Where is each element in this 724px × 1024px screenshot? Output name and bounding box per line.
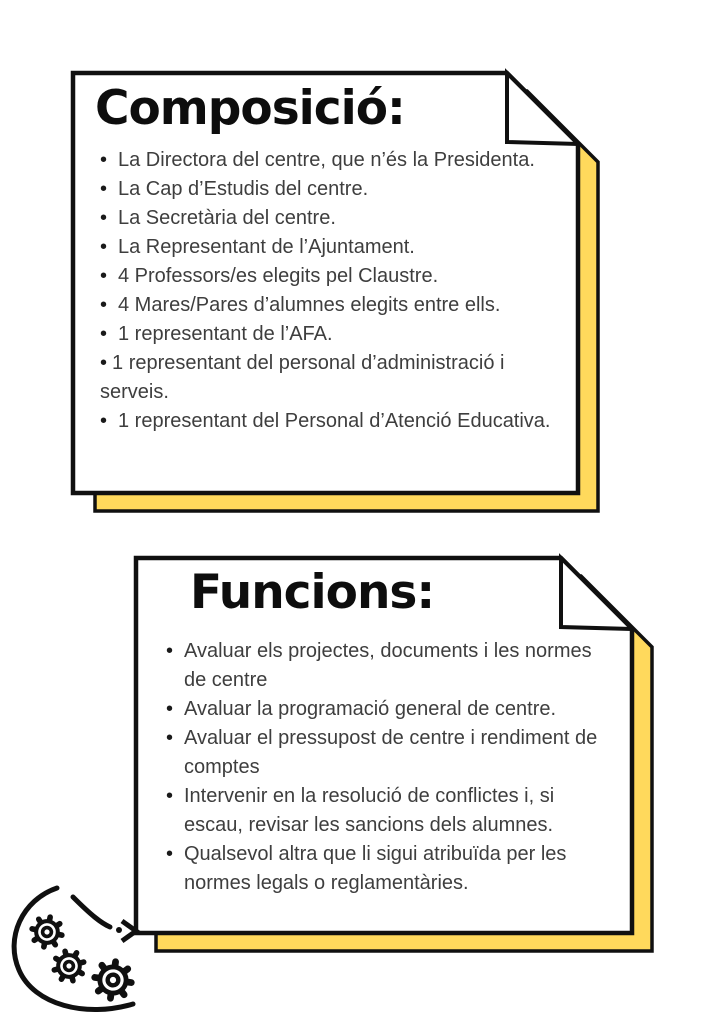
list-item-text: Qualsevol altra que li sigui atribuïda per les normes legals o reglamentàries. — [184, 843, 567, 895]
list-item — [100, 233, 566, 262]
list-item-text: Avaluar el pressupost de centre i rendiment de comptes — [184, 727, 598, 779]
bullet-icon: • — [166, 843, 174, 866]
list-item-text: Intervenir en la resolució de conflictes i, si escau, revisar les sancions dels alumnes. — [184, 785, 555, 837]
list-item — [100, 407, 566, 436]
arrow-dot — [116, 927, 122, 933]
arrow-icon — [122, 921, 136, 941]
gear-icon — [48, 945, 90, 987]
list-item-text: 4 Mares/Pares d’alumnes elegits entre ells. — [118, 294, 501, 317]
list-item-text: La Secretària del centre. — [118, 207, 336, 230]
list-item-text: 4 Professors/es elegits pel Claustre. — [118, 265, 439, 288]
bullet-icon: • — [100, 294, 108, 317]
list-item-text: La Representant de l’Ajuntament. — [118, 236, 415, 259]
list-item-text: Avaluar la programació general de centre. — [184, 698, 557, 721]
list-item — [100, 320, 566, 349]
bullet-icon: • — [166, 785, 174, 808]
bullet-icon: • — [166, 698, 174, 721]
bullet-icon: • — [100, 236, 108, 259]
bullet-icon: • — [100, 352, 108, 375]
bullet-icon: • — [166, 640, 174, 663]
bullet-icon: • — [166, 727, 174, 750]
card-composicio-content — [73, 73, 578, 493]
funcions-list — [164, 637, 622, 898]
list-item-text: 1 representant del personal d’administració i serveis. — [100, 352, 505, 404]
bullet-icon: • — [100, 178, 108, 201]
list-item-text: Avaluar els projectes, documents i les normes de centre — [184, 640, 592, 692]
bullet-icon: • — [100, 323, 108, 346]
bullet-icon: • — [100, 207, 108, 230]
bullet-icon: • — [100, 265, 108, 288]
swoosh-inner-arc — [73, 897, 110, 927]
list-item — [166, 782, 622, 840]
list-item — [100, 204, 566, 233]
list-item — [100, 146, 566, 175]
gear-icon — [29, 914, 65, 950]
card-funcions — [133, 556, 658, 956]
gears-process-illustration — [0, 876, 152, 1024]
list-item — [100, 291, 566, 320]
list-item — [100, 175, 566, 204]
list-item — [166, 840, 622, 898]
list-item — [100, 262, 566, 291]
gear-icon — [92, 959, 134, 1001]
list-item — [166, 637, 622, 695]
composicio-list — [95, 146, 566, 436]
card-title-composicio: Composició: — [95, 81, 405, 136]
card-composicio — [71, 70, 611, 522]
list-item-text: 1 representant de l’AFA. — [118, 323, 333, 346]
list-item-text: 1 representant del Personal d’Atenció Educativa. — [118, 410, 551, 433]
card-funcions-content — [136, 558, 632, 933]
list-item-text: La Directora del centre, que n’és la Presidenta. — [118, 149, 535, 172]
bullet-icon: • — [100, 149, 108, 172]
list-item — [166, 695, 622, 724]
list-item — [100, 349, 530, 407]
bullet-icon: • — [100, 410, 108, 433]
list-item-text: La Cap d’Estudis del centre. — [118, 178, 369, 201]
list-item — [166, 724, 622, 782]
card-title-funcions: Funcions: — [190, 565, 435, 620]
